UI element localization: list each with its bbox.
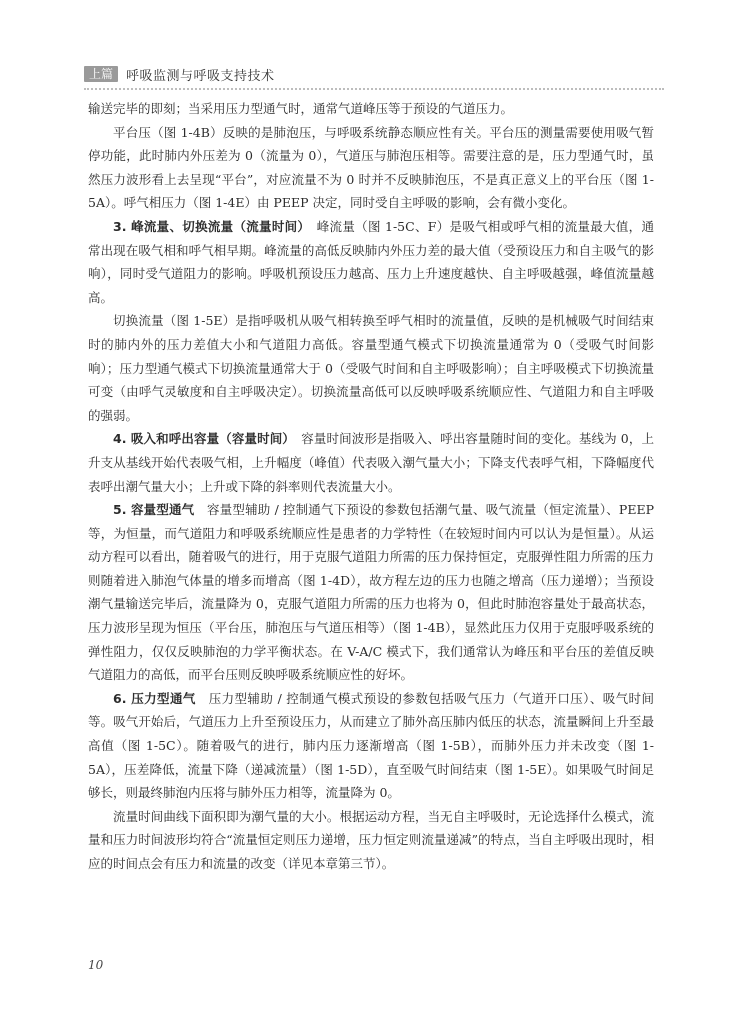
body-text [88, 97, 654, 876]
paragraph: 切换流量（图 1-5E）是指呼吸机从吸气相转换至呼气相时的流量值，反映的是机械吸气时间结束时的肺内外的压力差值大小和气道阻力高低。容量型通气模式下切换流量通常为 0（受吸气时间影响）；压力型通气模式下切换流量通常大于 0（受吸气时间和自主呼吸影响）；自主呼吸模式下切换流量可变（由呼气灵敏度和自主呼吸决定）。切换流量高低可以反映呼吸系统顺应性、气道阻力和自主呼吸的强弱。 [88, 313, 654, 423]
section-heading: 4. 吸入和呼出容量（容量时间） [113, 431, 289, 447]
paragraph: 3. 峰流量、切换流量（流量时间） 峰流量（图 1-5C、F）是吸气相或呼气相的流量最大值，通常出现在吸气相和呼气相早期。峰流量的高低反映肺内外压力差的最大值（受预设压力和自主吸气的影响），同时受气道阻力的影响。呼吸机预设压力越高、压力上升速度越快、自主呼吸越强，峰值流量越高。 [88, 218, 654, 305]
header-divider [84, 88, 664, 90]
paragraph: 输送完毕的即刻；当采用压力型通气时，通常气道峰压等于预设的气道压力。 [88, 101, 514, 116]
paragraph: 4. 吸入和呼出容量（容量时间） 容量时间波形是指吸入、呼出容量随时间的变化。基线为 0，上升支从基线开始代表吸气相，上升幅度（峰值）代表吸入潮气量大小；下降支代表呼气相，下降幅度代表呼出潮气量大小；上升或下降的斜率则代表流量大小。 [88, 431, 654, 494]
section-heading: 5. 容量型通气 [113, 502, 195, 518]
chapter-title: 呼吸监测与呼吸支持技术 [126, 68, 275, 84]
section-heading: 3. 峰流量、切换流量（流量时间） [113, 218, 304, 234]
section-heading: 6. 压力型通气 [113, 690, 196, 706]
paragraph: 平台压（图 1-4B）反映的是肺泡压，与呼吸系统静态顺应性有关。平台压的测量需要使用吸气暂停功能，此时肺内外压差为 0（流量为 0），气道压与肺泡压相等。需要注意的是，压力型通气时，虽然压力波形看上去呈现“平台”，对应流量不为 0 时并不反映肺泡压，不是真正意义上的平台压（图 1-5A）。呼气相压力（图 1-4E）由 PEEP 决定，同时受自主呼吸的影响，会有微小变化。 [88, 124, 654, 211]
paragraph: 6. 压力型通气 压力型辅助 / 控制通气模式预设的参数包括吸气压力（气道开口压）、吸气时间等。吸气开始后，气道压力上升至预设压力，从而建立了肺外高压肺内低压的状态，流量瞬间上升至最高值（图 1-5C）。随着吸气的进行，肺内压力逐渐增高（图 1-5B），而肺外压力并未改变（图 1-5A），压差降低，流量下降（递减流量）（图 1-5D），直至吸气时间结束（图 1-5E）。如果吸气时间足够长，则最终肺泡内压将与肺外压力相等，流量降为 0。 [88, 690, 654, 801]
paragraph: 5. 容量型通气 容量型辅助 / 控制通气下预设的参数包括潮气量、吸气流量（恒定流量）、PEEP 等，为恒量，而气道阻力和呼吸系统顺应性是患者的力学特性（在较短时间内可以认为是恒量）。从运动方程可以看出，随着吸气的进行，用于克服气道阻力所需的压力保持恒定，克服弹性阻力所需的压力则随着进入肺泡气体量的增多而增高（图 1-4D），故方程左边的压力也随之增高（压力递增）；当预设潮气量输送完毕后，流量降为 0，克服气道阻力所需的压力也将为 0，但此时肺泡容量处于最高状态，压力波形呈现为恒压（平台压，肺泡压与气道压相等）（图 1-4B），显然此压力仅用于克服呼吸系统的弹性阻力，仅仅反映肺泡的力学平衡状态。在 V-A/C 模式下，我们通常认为峰压和平台压的差值反映气道阻力的高低，而平台压则反映呼吸系统顺应性的好坏。 [88, 502, 654, 683]
part-badge: 上篇 [84, 66, 118, 82]
paragraph: 流量时间曲线下面积即为潮气量的大小。根据运动方程，当无自主呼吸时，无论选择什么模式，流量和压力时间波形均符合“流量恒定则压力递增，压力恒定则流量递减”的特点，当自主呼吸出现时，相应的时间点会有压力和流量的改变（详见本章第三节）。 [88, 808, 654, 871]
running-header [84, 62, 664, 86]
page-number: 10 [88, 958, 104, 972]
